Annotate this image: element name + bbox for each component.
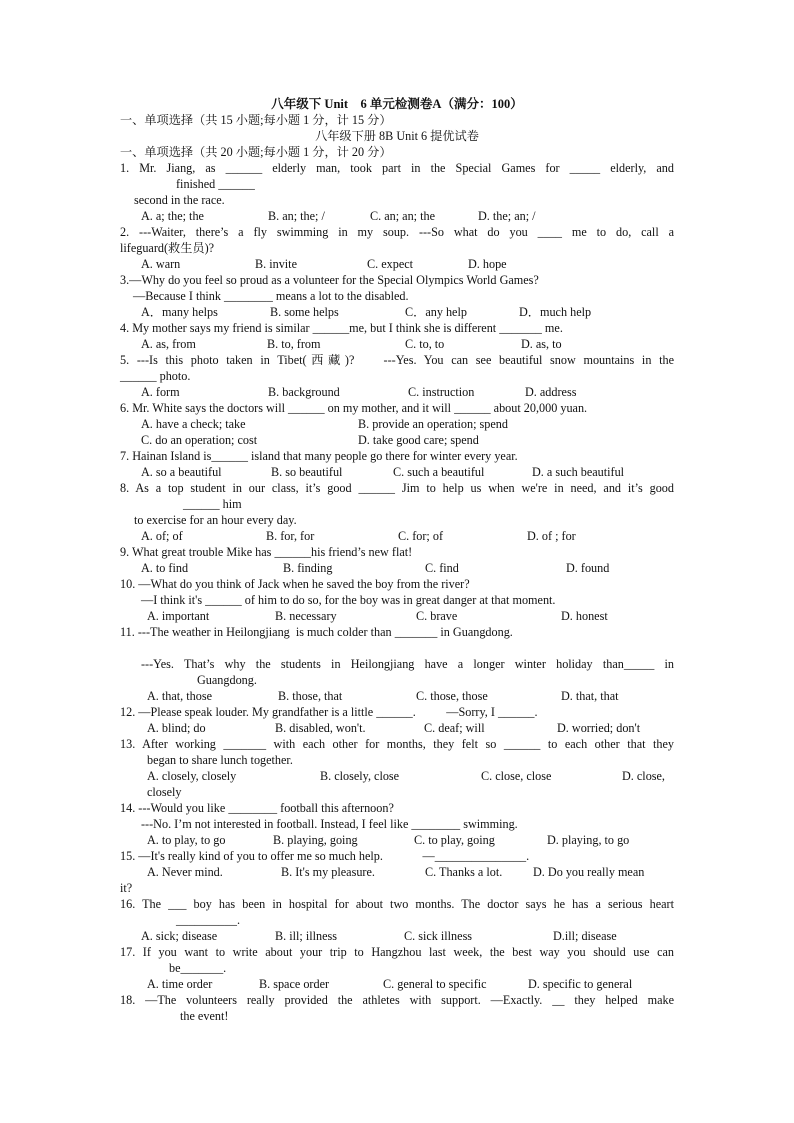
q12-option-b: B. disabled, won't. [275, 721, 366, 735]
q11-stem: 11. ---The weather in Heilongjiang is much colder than _______ in Guangdong. [120, 625, 513, 639]
q12-option-c: C. deaf; will [424, 721, 485, 735]
q6-option-a: A. have a check; take [141, 417, 246, 431]
q8-option-d: D. of ; for [527, 529, 576, 543]
q7-option-c: C. such a beautiful [393, 465, 485, 479]
q8-option-a: A. of; of [141, 529, 183, 543]
q3-stem: 3.—Why do you feel so proud as a volunteer for the Special Olympics World Games? [120, 273, 539, 287]
q3-option-a: A．many helps [141, 305, 218, 319]
q8-option-c: C. for; of [398, 529, 444, 543]
q10-option-c: C. brave [416, 609, 458, 623]
q7-stem: 7. Hainan Island is______ island that many people go there for winter every year. [120, 449, 518, 463]
q14-option-b: B. playing, going [273, 833, 358, 847]
q6-option-c: C. do an operation; cost [141, 433, 258, 447]
q6-option-d: D. take good care; spend [358, 433, 479, 447]
q13-option-b: B. closely, close [320, 769, 400, 783]
q13-option-c: C. close, close [481, 769, 552, 783]
q1-stem-cont: finished ______ [176, 177, 255, 191]
q15-stem: 15. —It's really kind of you to offer me so much help. —_______________. [120, 849, 530, 863]
q17-option-c: C. general to specific [383, 977, 487, 991]
q2-stem: 2. ---Waiter, there’s a fly swimming in my soup. ---So what do you ____ me to do, call a [120, 225, 674, 239]
q17-stem: 17. If you want to write about your trip to Hangzhou last week, the best way you should use can [120, 945, 674, 959]
q10-stem: 10. —What do you think of Jack when he saved the boy from the river? [120, 577, 470, 591]
q4-option-b: B. to, from [267, 337, 321, 351]
q13-stem-cont: began to share lunch together. [147, 753, 293, 767]
q7-option-a: A. so a beautiful [141, 465, 222, 479]
q3-stem-cont: —Because I think ________ means a lot to the disabled. [133, 289, 409, 303]
q12-option-d: D. worried; don't [557, 721, 641, 735]
q16-option-a: A. sick; disease [141, 929, 218, 943]
q10-option-d: D. honest [561, 609, 608, 623]
q3-option-c: C．any help [405, 305, 467, 319]
q16-option-b: B. ill; illness [275, 929, 337, 943]
q2-option-a: A. warn [141, 257, 181, 271]
q2-option-c: C. expect [367, 257, 414, 271]
q5-option-d: D. address [525, 385, 577, 399]
q18-stem-cont: the event! [180, 1009, 229, 1023]
q1-stem-cont: second in the race. [134, 193, 225, 207]
q12-stem: 12. —Please speak louder. My grandfather is a little ______. —Sorry, I ______. [120, 705, 538, 719]
q5-option-b: B. background [268, 385, 340, 399]
q5-option-c: C. instruction [408, 385, 475, 399]
q11-option-c: C. those, those [416, 689, 488, 703]
q4-option-d: D. as, to [521, 337, 562, 351]
q1-option-a: A. a; the; the [141, 209, 204, 223]
q8-stem: 8. As a top student in our class, it’s good ______ Jim to help us when we're in need, and it’s good [120, 481, 674, 495]
q1-stem: 1. Mr. Jiang, as ______ elderly man, took part in the Special Games for _____ elderly, and [120, 161, 674, 175]
q15-option-d-cont: it? [120, 881, 133, 895]
q10-option-b: B. necessary [275, 609, 337, 623]
q7-option-d: D. a such beautiful [532, 465, 625, 479]
q5-stem: 5. ---Is this photo taken in Tibet(西藏)? ---Yes. You can see beautiful snow mountains in the [120, 353, 674, 367]
q2-option-b: B. invite [255, 257, 297, 271]
q17-option-d: D. specific to general [528, 977, 633, 991]
q10-option-a: A. important [147, 609, 210, 623]
q17-option-a: A. time order [147, 977, 213, 991]
q15-option-b: B. It's my pleasure. [281, 865, 375, 879]
q1-option-c: C. an; an; the [370, 209, 435, 223]
q16-option-c: C. sick illness [404, 929, 473, 943]
q14-option-d: D. playing, to go [547, 833, 630, 847]
q3-option-d: D．much help [519, 305, 592, 319]
q11-stem-cont: ---Yes. That’s why the students in Heilongjiang have a longer winter holiday than_____ in [141, 657, 674, 671]
q5-option-a: A. form [141, 385, 180, 399]
q16-option-d: D.ill; disease [553, 929, 617, 943]
q2-option-d: D. hope [468, 257, 507, 271]
q6-stem: 6. Mr. White says the doctors will ______ on my mother, and it will ______ about 20,000 yuan. [120, 401, 588, 415]
q4-stem: 4. My mother says my friend is similar ______me, but I think she is different _______ me. [120, 321, 563, 335]
q13-stem: 13. After working _______ with each other for months, they felt so ______ to each other that they [120, 737, 674, 751]
q15-option-d: D. Do you really mean [533, 865, 645, 879]
q14-option-a: A. to play, to go [147, 833, 226, 847]
q15-option-a: A. Never mind. [147, 865, 223, 879]
q1-option-b: B. an; the; / [268, 209, 325, 223]
q7-option-b: B. so beautiful [271, 465, 343, 479]
q9-option-d: D. found [566, 561, 610, 575]
q1-option-d: D. the; an; / [478, 209, 536, 223]
q16-stem-cont: __________. [176, 913, 240, 927]
title-8b-unit6: 八年级下册 8B Unit 6 提优试卷 [315, 129, 479, 143]
q14-option-c: C. to play, going [414, 833, 495, 847]
section-heading-a: 一、单项选择（共 15 小题;每小题 1 分，计 15 分） [120, 113, 392, 127]
q11-option-d: D. that, that [561, 689, 619, 703]
q14-stem: 14. ---Would you like ________ football this afternoon? [120, 801, 394, 815]
q6-option-b: B. provide an operation; spend [358, 417, 508, 431]
q13-option-d-cont: closely [147, 785, 182, 799]
q17-stem-cont: be_______. [169, 961, 227, 975]
q5-stem-cont: ______ photo. [120, 369, 191, 383]
title-unit-test-a: 八年级下 Unit 6 单元检测卷A（满分：100） [271, 97, 523, 111]
q2-stem-cont: lifeguard(救生员)? [120, 241, 215, 255]
q12-option-a: A. blind; do [147, 721, 206, 735]
q11-option-a: A. that, those [147, 689, 212, 703]
q9-stem: 9. What great trouble Mike has ______his friend’s new flat! [120, 545, 413, 559]
section-heading-b: 一、单项选择（共 20 小题;每小题 1 分，计 20 分） [120, 145, 392, 159]
q15-option-c: C. Thanks a lot. [425, 865, 503, 879]
q17-option-b: B. space order [259, 977, 330, 991]
q18-stem: 18. —The volunteers really provided the athletes with support. —Exactly. __ they helped make [120, 993, 674, 1007]
q3-option-b: B. some helps [270, 305, 339, 319]
q8-stem-cont: ______ him [183, 497, 242, 511]
q9-option-a: A. to find [141, 561, 189, 575]
q11-stem-cont: Guangdong. [197, 673, 257, 687]
q4-option-c: C. to, to [405, 337, 445, 351]
q13-option-a: A. closely, closely [147, 769, 237, 783]
q10-stem-cont: —I think it's ______ of him to do so, for the boy was in great danger at that moment. [141, 593, 556, 607]
q4-option-a: A. as, from [141, 337, 196, 351]
q16-stem: 16. The ___ boy has been in hospital for about two months. The doctor says he has a serious heart [120, 897, 674, 911]
q11-option-b: B. those, that [278, 689, 343, 703]
q8-stem-cont: to exercise for an hour every day. [134, 513, 297, 527]
q9-option-b: B. finding [283, 561, 333, 575]
q14-stem-cont: ---No. I’m not interested in football. Instead, I feel like ________ swimming. [141, 817, 518, 831]
q13-option-d: D. close, [622, 769, 665, 783]
q8-option-b: B. for, for [266, 529, 315, 543]
q9-option-c: C. find [425, 561, 459, 575]
